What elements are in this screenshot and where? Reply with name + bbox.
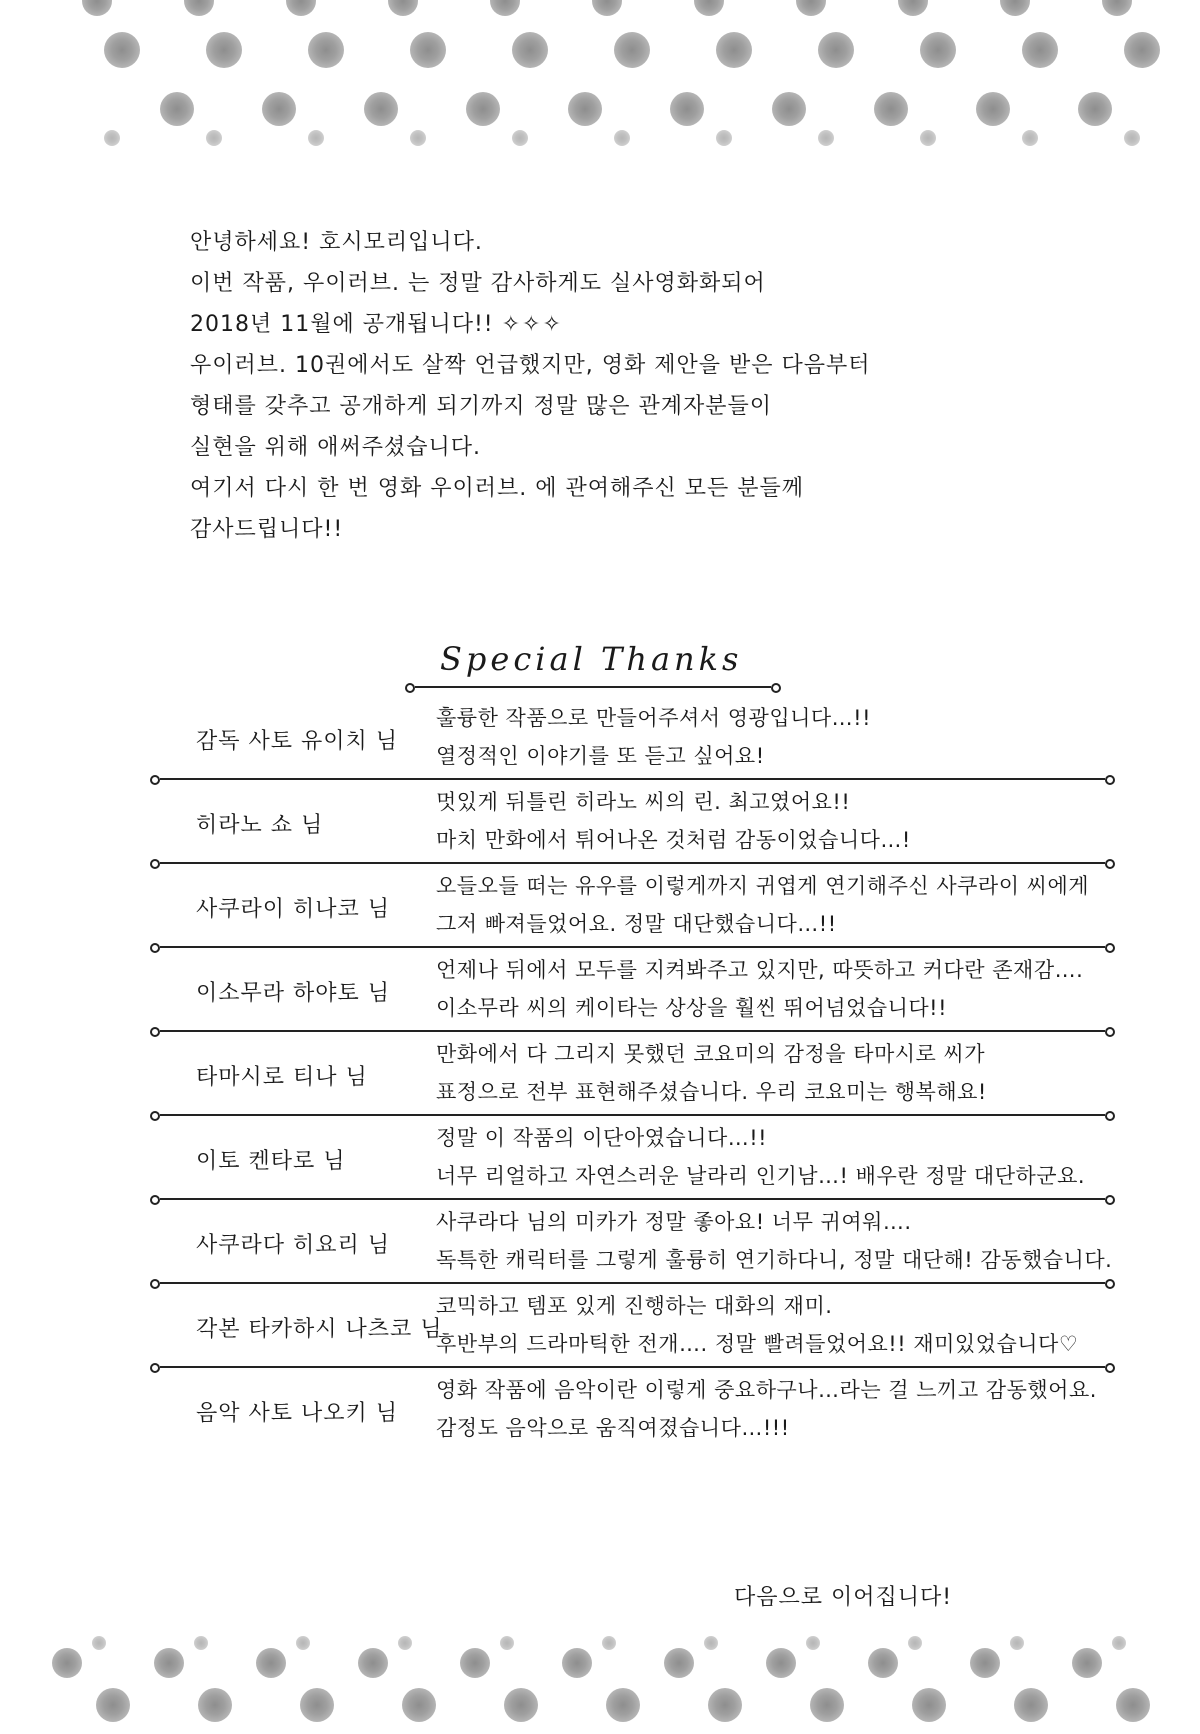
row-divider xyxy=(160,946,1105,948)
continued-note: 다음으로 이어집니다! xyxy=(734,1585,953,1610)
thanks-entry xyxy=(160,700,1105,784)
decorative-dot xyxy=(976,92,1010,126)
row-divider xyxy=(160,778,1105,780)
thanks-message: 이소무라 씨의 케이타는 상상을 훨씬 뛰어넘었습니다!! xyxy=(436,996,948,1020)
thanks-message: 후반부의 드라마틱한 전개…. 정말 빨려들었어요!! 재미있었습니다♡ xyxy=(436,1332,1079,1356)
decorative-dot xyxy=(300,1688,334,1722)
decorative-dot xyxy=(96,1688,130,1722)
sparkle-icons: ✧✧✧ xyxy=(501,312,563,337)
decorative-dot xyxy=(766,1648,796,1678)
decorative-dot xyxy=(810,1688,844,1722)
decorative-dot xyxy=(410,130,426,146)
thanks-name: 음악 사토 나오키 님 xyxy=(196,1401,398,1426)
decorative-dot xyxy=(256,1648,286,1678)
thanks-message: 훌륭한 작품으로 만들어주셔서 영광입니다…!! xyxy=(436,706,872,730)
decorative-dot xyxy=(154,1648,184,1678)
decorative-dot xyxy=(160,92,194,126)
thanks-message: 멋있게 뒤틀린 히라노 씨의 린. 최고였어요!! xyxy=(436,790,851,814)
thanks-entry xyxy=(160,1204,1113,1288)
decorative-dot xyxy=(708,1688,742,1722)
letter-line: 우이러브. 10권에서도 살짝 언급했지만, 영화 제안을 받은 다음부터 xyxy=(190,353,871,378)
decorative-dot xyxy=(694,0,724,16)
letter-line-text: 2018년 11월에 공개됩니다!! xyxy=(190,312,494,337)
top-dot-border xyxy=(0,0,1200,170)
decorative-dot xyxy=(1124,32,1160,68)
decorative-dot xyxy=(206,130,222,146)
row-divider xyxy=(160,1366,1105,1368)
thanks-message: 감정도 음악으로 움직여졌습니다…!!! xyxy=(436,1416,790,1440)
thanks-entry xyxy=(160,1288,1105,1372)
row-divider xyxy=(160,1198,1105,1200)
thanks-message: 너무 리얼하고 자연스러운 날라리 인기남…! 배우란 정말 대단하군요. xyxy=(436,1164,1086,1188)
decorative-dot xyxy=(920,130,936,146)
decorative-dot xyxy=(1112,1636,1126,1650)
decorative-dot xyxy=(296,1636,310,1650)
decorative-dot xyxy=(460,1648,490,1678)
letter-line: 실현을 위해 애써주셨습니다. xyxy=(190,435,482,460)
decorative-dot xyxy=(970,1648,1000,1678)
decorative-dot xyxy=(670,92,704,126)
decorative-dot xyxy=(908,1636,922,1650)
decorative-dot xyxy=(1022,32,1058,68)
thanks-message: 언제나 뒤에서 모두를 지켜봐주고 있지만, 따뜻하고 커다란 존재감…. xyxy=(436,958,1084,982)
decorative-dot xyxy=(198,1688,232,1722)
decorative-dot xyxy=(1072,1648,1102,1678)
decorative-dot xyxy=(818,130,834,146)
decorative-dot xyxy=(308,32,344,68)
decorative-dot xyxy=(920,32,956,68)
rule-end-dot xyxy=(405,683,415,693)
thanks-message: 사쿠라다 님의 미카가 정말 좋아요! 너무 귀여워…. xyxy=(436,1210,912,1234)
decorative-dot xyxy=(614,32,650,68)
letter-line: 여기서 다시 한 번 영화 우이러브. 에 관여해주신 모든 분들께 xyxy=(190,476,804,501)
decorative-dot xyxy=(568,92,602,126)
decorative-dot xyxy=(1116,1688,1150,1722)
letter-line: 안녕하세요! 호시모리입니다. xyxy=(190,230,483,255)
thanks-name: 히라노 쇼 님 xyxy=(196,813,324,838)
decorative-dot xyxy=(606,1688,640,1722)
decorative-dot xyxy=(1000,0,1030,16)
row-divider xyxy=(160,862,1105,864)
row-divider xyxy=(160,1114,1105,1116)
title-underline xyxy=(415,686,771,688)
decorative-dot xyxy=(1124,130,1140,146)
decorative-dot xyxy=(388,0,418,16)
row-divider xyxy=(160,1282,1105,1284)
decorative-dot xyxy=(92,1636,106,1650)
special-thanks-title: Special Thanks xyxy=(440,640,743,678)
thanks-name: 각본 타카하시 나츠코 님 xyxy=(196,1317,443,1342)
decorative-dot xyxy=(52,1648,82,1678)
thanks-message: 코믹하고 템포 있게 진행하는 대화의 재미. xyxy=(436,1294,833,1318)
decorative-dot xyxy=(184,0,214,16)
letter-line: 감사드립니다!! xyxy=(190,517,344,542)
rule-end-dot xyxy=(771,683,781,693)
decorative-dot xyxy=(500,1636,514,1650)
decorative-dot xyxy=(898,0,928,16)
decorative-dot xyxy=(1078,92,1112,126)
decorative-dot xyxy=(806,1636,820,1650)
decorative-dot xyxy=(602,1636,616,1650)
thanks-entry xyxy=(160,784,1105,868)
decorative-dot xyxy=(504,1688,538,1722)
thanks-message: 만화에서 다 그리지 못했던 코요미의 감정을 타마시로 씨가 xyxy=(436,1042,986,1066)
thanks-name: 사쿠라이 히나코 님 xyxy=(196,897,391,922)
decorative-dot xyxy=(704,1636,718,1650)
thanks-message: 그저 빠져들었어요. 정말 대단했습니다…!! xyxy=(436,912,837,936)
thanks-entry xyxy=(160,1372,1105,1456)
decorative-dot xyxy=(1022,130,1038,146)
decorative-dot xyxy=(1014,1688,1048,1722)
decorative-dot xyxy=(512,32,548,68)
decorative-dot xyxy=(772,92,806,126)
decorative-dot xyxy=(1010,1636,1024,1650)
decorative-dot xyxy=(592,0,622,16)
decorative-dot xyxy=(402,1688,436,1722)
decorative-dot xyxy=(466,92,500,126)
decorative-dot xyxy=(364,92,398,126)
decorative-dot xyxy=(104,32,140,68)
thanks-message: 영화 작품에 음악이란 이렇게 중요하구나…라는 걸 느끼고 감동했어요. xyxy=(436,1378,1097,1402)
thanks-entry xyxy=(160,868,1105,952)
decorative-dot xyxy=(796,0,826,16)
thanks-entry xyxy=(160,1036,1105,1120)
bottom-dot-border xyxy=(0,1630,1200,1734)
decorative-dot xyxy=(410,32,446,68)
thanks-message: 열정적인 이야기를 또 듣고 싶어요! xyxy=(436,744,765,768)
decorative-dot xyxy=(664,1648,694,1678)
letter-line: 이번 작품, 우이러브. 는 정말 감사하게도 실사영화화되어 xyxy=(190,271,766,296)
thanks-name: 타마시로 티나 님 xyxy=(196,1065,368,1090)
decorative-dot xyxy=(874,92,908,126)
decorative-dot xyxy=(262,92,296,126)
thanks-message: 표정으로 전부 표현해주셨습니다. 우리 코요미는 행복해요! xyxy=(436,1080,987,1104)
thanks-list xyxy=(160,700,1113,1456)
thanks-message: 정말 이 작품의 이단아였습니다…!! xyxy=(436,1126,768,1150)
decorative-dot xyxy=(308,130,324,146)
decorative-dot xyxy=(194,1636,208,1650)
decorative-dot xyxy=(104,130,120,146)
decorative-dot xyxy=(562,1648,592,1678)
decorative-dot xyxy=(614,130,630,146)
thanks-entry xyxy=(160,952,1105,1036)
row-divider xyxy=(160,1030,1105,1032)
decorative-dot xyxy=(82,0,112,16)
decorative-dot xyxy=(868,1648,898,1678)
thanks-entry xyxy=(160,1120,1105,1204)
decorative-dot xyxy=(716,130,732,146)
decorative-dot xyxy=(490,0,520,16)
decorative-dot xyxy=(512,130,528,146)
decorative-dot xyxy=(358,1648,388,1678)
decorative-dot xyxy=(818,32,854,68)
decorative-dot xyxy=(1102,0,1132,16)
thanks-name: 이토 켄타로 님 xyxy=(196,1149,346,1174)
intro-letter xyxy=(190,222,1090,550)
decorative-dot xyxy=(912,1688,946,1722)
decorative-dot xyxy=(286,0,316,16)
thanks-name: 감독 사토 유이치 님 xyxy=(196,729,398,754)
thanks-message: 독특한 캐릭터를 그렇게 훌륭히 연기하다니, 정말 대단해! 감동했습니다. xyxy=(436,1248,1113,1272)
thanks-name: 이소무라 하야토 님 xyxy=(196,981,391,1006)
thanks-message: 마치 만화에서 튀어나온 것처럼 감동이었습니다…! xyxy=(436,828,911,852)
thanks-message: 오들오들 떠는 유우를 이렇게까지 귀엽게 연기해주신 사쿠라이 씨에게 xyxy=(436,874,1090,898)
letter-line: 형태를 갖추고 공개하게 되기까지 정말 많은 관계자분들이 xyxy=(190,394,773,419)
thanks-name: 사쿠라다 히요리 님 xyxy=(196,1233,391,1258)
letter-line xyxy=(190,304,1090,345)
decorative-dot xyxy=(716,32,752,68)
decorative-dot xyxy=(206,32,242,68)
decorative-dot xyxy=(398,1636,412,1650)
